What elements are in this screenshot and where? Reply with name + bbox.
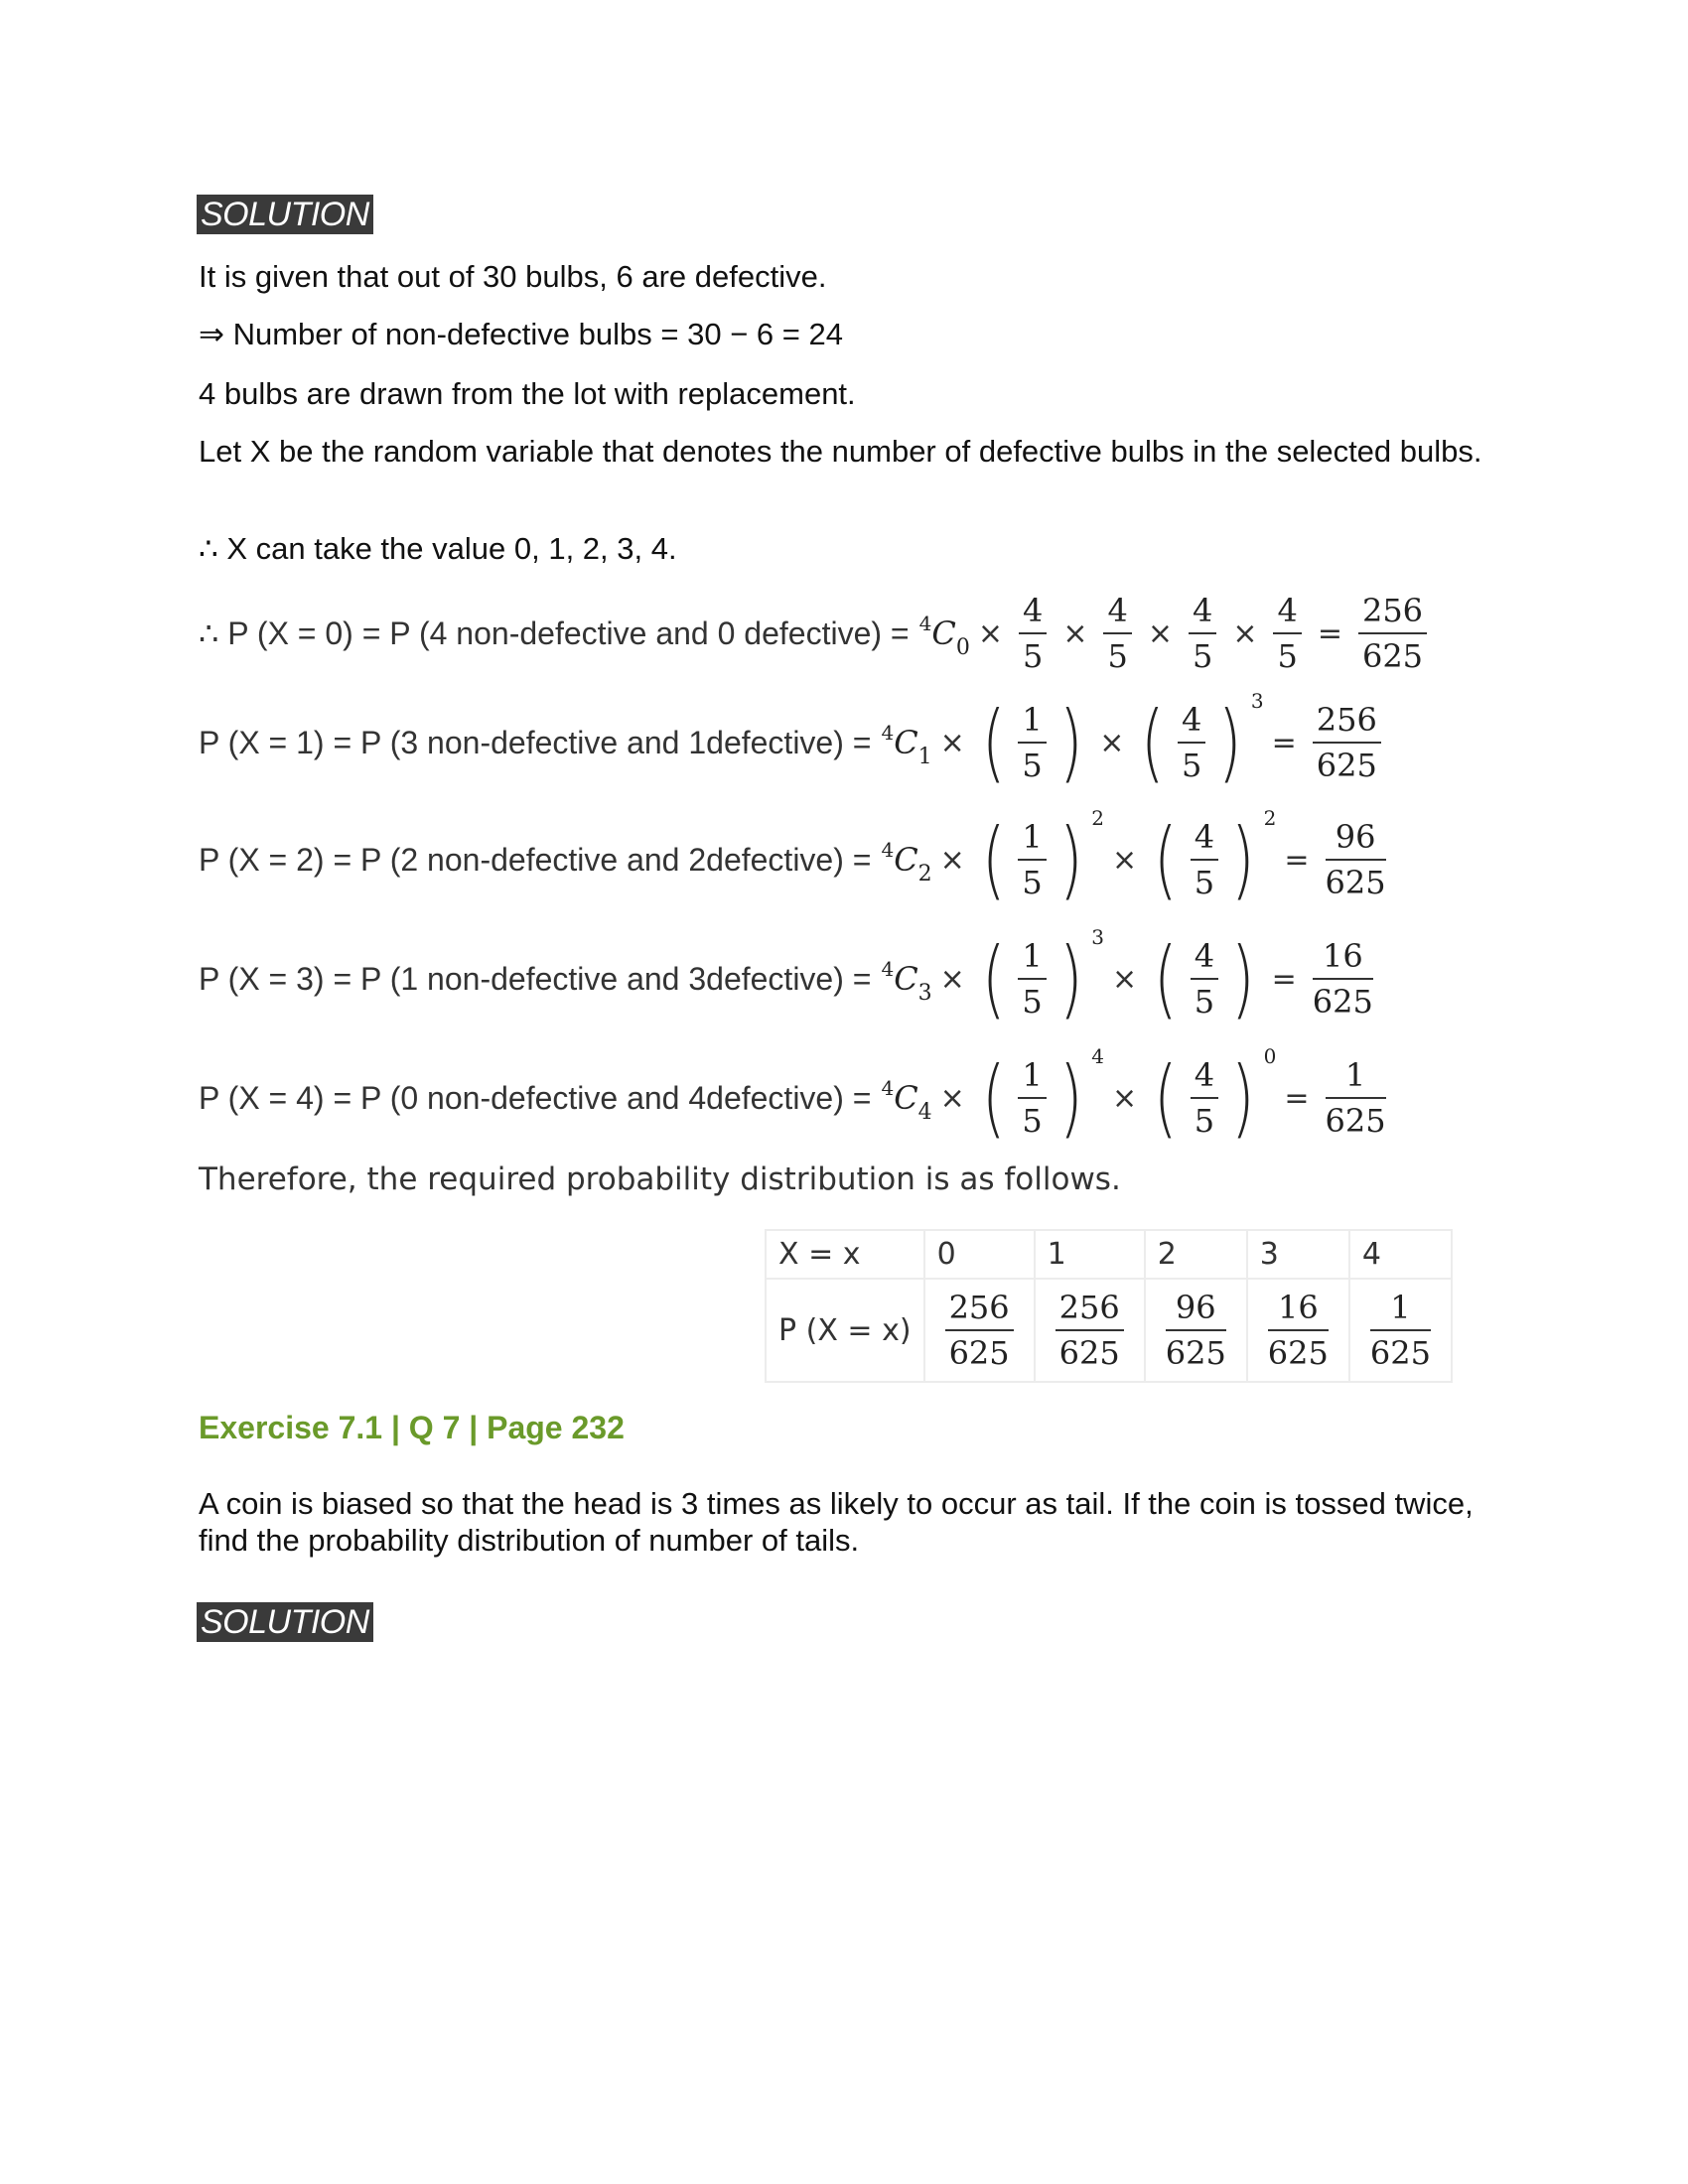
result-fraction: $\frac{1}{625}$ xyxy=(1325,1056,1386,1140)
table-cell: $\frac{256}{625}$ xyxy=(1035,1279,1145,1382)
table-cell: $\frac{96}{625}$ xyxy=(1145,1279,1247,1382)
result-fraction: $\frac{256}{625}$ xyxy=(1313,698,1381,787)
result-fraction: $\frac{96}{625}$ xyxy=(1325,818,1386,901)
solution-label: SOLUTION xyxy=(197,195,373,234)
conclusion-text: Therefore, the required probability distribution is as follows. xyxy=(199,1161,1121,1197)
table-cell: 4 xyxy=(1349,1230,1452,1279)
equation-x2: P (X = 2) = P (2 non-defective and 2defective) = $^4C_2$ × ( $\frac{1}{5}$ ) 2 × ( $\frac{4}{5}$ ) 2 = $\frac{96}{625}$ xyxy=(199,806,1386,909)
equation-lhs: P (X = 4) = P (0 non-defective and 4defective) = xyxy=(199,1079,872,1116)
paragraph: ⇒ Number of non-defective bulbs = 30 − 6 = 24 xyxy=(199,317,843,351)
question-text: A coin is biased so that the head is 3 times as likely to occur as tail. If the coin is tossed twice, find the probability distribution of number of tails. xyxy=(199,1486,1474,1558)
table-cell: 0 xyxy=(924,1230,1035,1279)
equation-lhs: P (X = 1) = P (3 non-defective and 1defective) = xyxy=(199,724,872,760)
paragraph: ∴ X can take the value 0, 1, 2, 3, 4. xyxy=(199,531,677,566)
table-cell: 2 xyxy=(1145,1230,1247,1279)
exercise-heading: Exercise 7.1 | Q 7 | Page 232 xyxy=(199,1410,625,1445)
probability-distribution-table xyxy=(765,1229,1453,1383)
equation-x4: P (X = 4) = P (0 non-defective and 4defective) = $^4C_4$ × ( $\frac{1}{5}$ ) 4 × ( $\frac{4}{5}$ ) 0 = $\frac{1}{625}$ xyxy=(199,1044,1386,1148)
equation-lhs: ∴ P (X = 0) = P (4 non-defective and 0 defective) = xyxy=(199,615,910,651)
equation-lhs: P (X = 2) = P (2 non-defective and 2defective) = xyxy=(199,841,872,878)
paragraph: Let X be the random variable that denotes the number of defective bulbs in the selected bulbs. xyxy=(199,434,1482,469)
result-fraction: $\frac{16}{625}$ xyxy=(1312,937,1373,1021)
table-header-p: P (X = x) xyxy=(766,1279,924,1382)
table-row xyxy=(766,1279,1452,1382)
table-cell: $\frac{16}{625}$ xyxy=(1247,1279,1349,1382)
table-cell: $\frac{1}{625}$ xyxy=(1349,1279,1452,1382)
table-cell: $\frac{256}{625}$ xyxy=(924,1279,1035,1382)
equation-x0: ∴ P (X = 0) = P (4 non-defective and 0 defective) = $^4C_0$ × $\frac{4}{5}$ × $\frac{4}{5}$ × $\frac{4}{5}$ × $\frac{4}{5}$ = $\frac{256}{625}$ xyxy=(199,586,1435,681)
equation-x1: P (X = 1) = P (3 non-defective and 1defective) = $^4C_1$ × ( $\frac{1}{5}$ ) × ( $\frac{4}{5}$ ) 3 = $\frac{256}{625}$ xyxy=(199,695,1389,790)
table-cell: 3 xyxy=(1247,1230,1349,1279)
table-cell: 1 xyxy=(1035,1230,1145,1279)
equation-lhs: P (X = 3) = P (1 non-defective and 3defective) = xyxy=(199,960,872,997)
result-fraction: $\frac{256}{625}$ xyxy=(1358,589,1427,678)
equation-x3: P (X = 3) = P (1 non-defective and 3defective) = $^4C_3$ × ( $\frac{1}{5}$ ) 3 × ( $\frac{4}{5}$ ) = $\frac{16}{625}$ xyxy=(199,925,1373,1028)
paragraph: It is given that out of 30 bulbs, 6 are defective. xyxy=(199,259,827,294)
paragraph: 4 bulbs are drawn from the lot with replacement. xyxy=(199,376,856,411)
solution-label: SOLUTION xyxy=(197,1602,373,1642)
table-row xyxy=(766,1230,1452,1279)
table-header-x: X = x xyxy=(766,1230,924,1279)
